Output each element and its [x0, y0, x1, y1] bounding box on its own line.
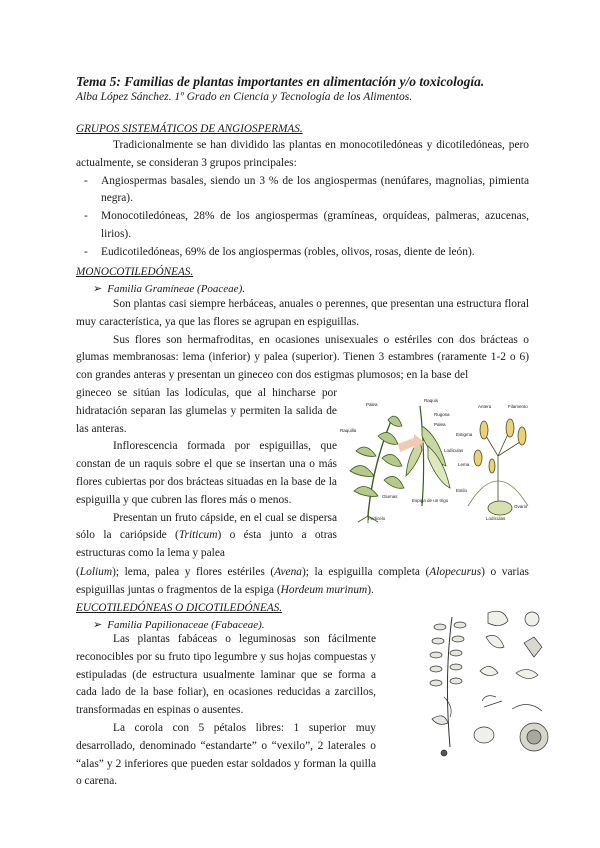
legume-branch-illustration [430, 617, 466, 747]
figure-label: Espiga de un trigo [412, 498, 449, 503]
arrow-bullet-icon: ➢ [93, 619, 103, 631]
document-title: Tema 5: Familias de plantas importantes en alimentación y/o toxicología. [76, 74, 485, 89]
family-name: Familia Papilionaceae (Fabaceae). [107, 619, 265, 631]
section-heading-monocotiledoneas: MONOCOTILEDÓNEAS. [76, 266, 194, 278]
section2-body-full [76, 296, 529, 385]
figure-label: Filamento [508, 404, 528, 409]
arrow-bullet-icon: ➢ [93, 283, 103, 295]
list-item: - Monocotiledóneas, 28% de los angiospermas (gramíneas, orquídeas, palmeras, azucenas, lirios). [76, 208, 529, 244]
fabaceae-paragraph-2: La corola con 5 pétalos libres: 1 superior muy desarrollado, denominado “estandarte” o “vexilo”, 2 laterales o “alas” y 2 inferiores que pueden estar soldados y forman la quilla o carena. [76, 721, 376, 788]
section3-body [76, 631, 376, 791]
figure-label: Glumas [382, 494, 398, 499]
list-item: - Eudicotiledóneas, 69% de los angiospermas (robles, olivos, rosas, diente de león). [76, 244, 529, 262]
figure-label: Ovario [514, 504, 528, 509]
section2-body-narrow [76, 385, 337, 563]
figure-label: Antera [478, 404, 492, 409]
figure-label: Lodículas [486, 516, 506, 521]
fabaceae-paragraph-1: Las plantas fabáceas o leguminosas son fácilmente reconocibles por su fruto tipo legumbre y sus hojas compuestas y estipuladas (de estructura usualmente laminar que se forma a cada lado de la base foliar), en ocasiones reducidas a zarcillos, transformadas en espinas o ausentes. [76, 633, 376, 717]
flower-stamen-illustration [468, 419, 528, 515]
family-gramineae [93, 282, 245, 295]
fabaceae-figure [424, 607, 554, 767]
figure-label: Estilo [456, 488, 468, 493]
family-papilionaceae [93, 618, 265, 631]
figure-label: Pedicelo [368, 516, 386, 521]
list-item: - Angiospermas basales, siendo un 3 % de los angiospermas (nenúfares, magnolias, pimienta negra). [76, 173, 529, 209]
section1-intro: Tradicionalmente se han dividido las plantas en monocotiledóneas y dicotiledóneas, pero actualmente, se consideran 3 grupos principales: [76, 139, 529, 169]
spikelet-illustration [406, 406, 450, 506]
angiosperm-groups-list [76, 173, 529, 262]
figure-label: Rugosa [434, 412, 450, 417]
section2-body-full-2 [76, 564, 529, 600]
gramineae-figure [338, 396, 534, 524]
section-heading-angiospermas: GRUPOS SISTEMÁTICOS DE ANGIOSPERMAS. [76, 123, 303, 135]
grass-plant-illustration [350, 416, 404, 523]
family-name: Familia Gramíneae (Poaceae). [107, 283, 245, 295]
gramineae-paragraph-3: Inflorescencia formada por espiguillas, que constan de un raquis sobre el que se insertan una o más flores cubiertas por dos brácteas situadas en la base de la espiguilla y que cubren las flores más o menos. [76, 440, 337, 506]
gramineae-paragraph-2: Sus flores son hermafroditas, en ocasiones unisexuales o estériles con dos brácteas o glumas membranosas: lema (inferior) y palea (superior). Tienen 3 estambres (raramente 1-2 o 6) con grandes anteras y presentan un gineceo con dos estigmas plumosos; en la base del [76, 333, 529, 382]
figure-label: Lodículas [444, 448, 464, 453]
section-heading-eudicotiledoneas: EUCOTILEDÓNEAS O DICOTILEDÓNEAS. [76, 602, 283, 614]
figure-label: Palea [434, 422, 446, 427]
gramineae-paragraph-2-cont: gineceo se sitúan las lodículas, que al hincharse por hidratación separan las glumelas y permiten la salida de las anteras. [76, 387, 337, 435]
figure-label: Estigma [456, 432, 473, 437]
section1-body [76, 137, 529, 262]
figure-label: Raquilla [340, 428, 357, 433]
gramineae-paragraph-4: Presentan un fruto cápside, en el cual se dispersa sólo la cariópside (Triticum) o ésta junto a otras estructuras como la lema y palea [76, 511, 337, 560]
gramineae-paragraph-1: Son plantas casi siempre herbáceas, anuales o perennes, que presentan una estructura floral muy característica, ya que las flores se agrupan en espiguillas. [76, 298, 529, 328]
figure-label: Lema [458, 462, 470, 467]
document-author: Alba López Sánchez. 1º Grado en Ciencia y Tecnología de los Alimentos. [76, 91, 413, 103]
gramineae-paragraph-4-cont: (Lolium); lema, palea y flores estériles (Avena); la espiguilla completa (Alopecurus) o varias espiguillas juntas o fragmentos de la espiga (Hordeum murinum). [76, 566, 529, 596]
figure-label: Raquis [424, 398, 439, 403]
figure-label: Palea [366, 402, 378, 407]
